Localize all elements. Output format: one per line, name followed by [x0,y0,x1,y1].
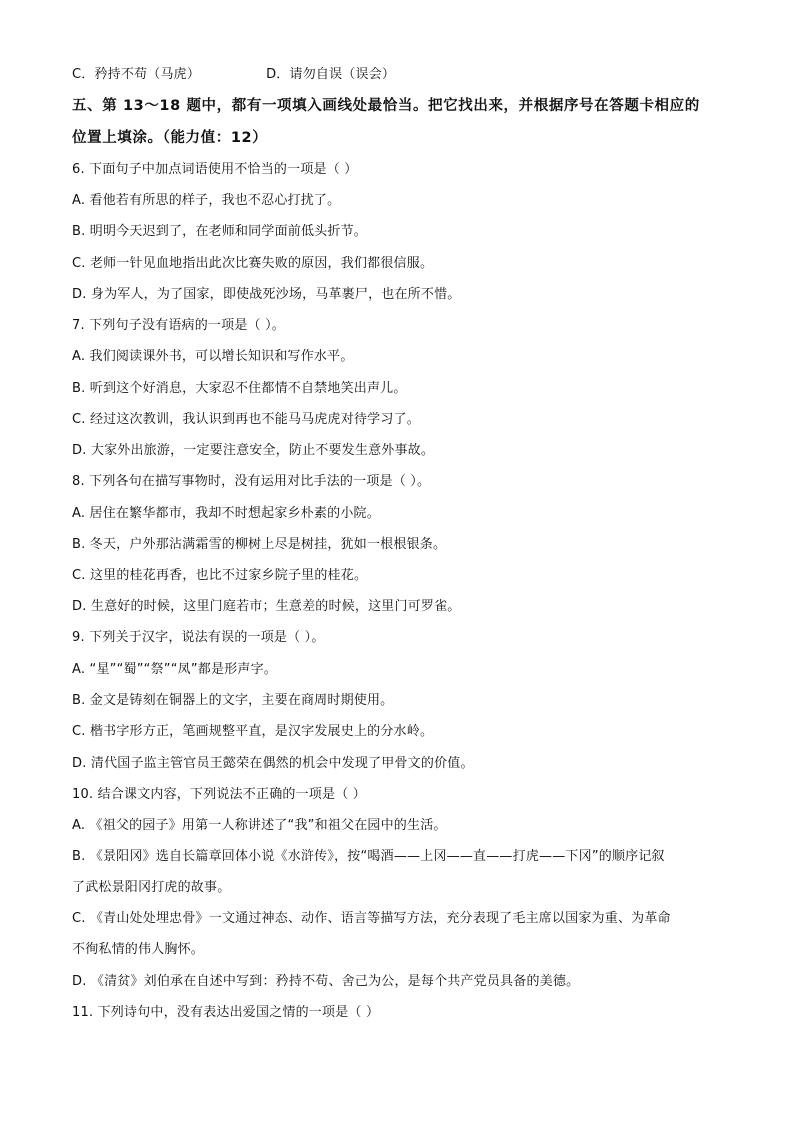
question-9-option-c: C. 楷书字形方正，笔画规整平直，是汉字发展史上的分水岭。 [72,724,434,739]
question-7-option-d: D. 大家外出旅游，一定要注意安全，防止不要发生意外事故。 [72,443,435,458]
question-8-option-d: D. 生意好的时候，这里门庭若市；生意差的时候，这里门可罗雀。 [72,599,461,614]
question-6-option-a: A. 看他若有所思的样子，我也不忍心打扰了。 [72,193,341,208]
question-8-option-c: C. 这里的桂花再香，也比不过家乡院子里的桂花。 [72,568,368,583]
question-10-option-b-line-2: 了武松景阳冈打虎的故事。 [72,880,231,895]
question-7-option-b: B. 听到这个好消息，大家忍不住都情不自禁地笑出声儿。 [72,381,407,396]
section-heading-line-2: 位置上填涂。（能力值：12） [72,130,268,146]
question-9-option-b: B. 金文是铸刻在铜器上的文字，主要在商周时期使用。 [72,693,394,708]
question-6-stem: 6. 下面句子中加点词语使用不恰当的一项是（ ） [72,162,358,177]
option-c: C．矜持不苟（马虎） [72,67,201,82]
question-10-option-c-line-1: C. 《青山处处埋忠骨》一文通过神态、动作、语言等描写方法，充分表现了毛主席以国家为重、为革命 [72,911,671,926]
question-10-option-b-line-1: B. 《景阳冈》选自长篇章回体小说《水浒传》，按“喝酒——上冈——直——打虎——下冈”的顺序记叙 [72,849,665,864]
question-10-stem: 10. 结合课文内容，下列说法不正确的一项是（ ） [72,787,366,802]
question-9-stem: 9. 下列关于汉字，说法有误的一项是（ ）。 [72,630,325,645]
option-d: D．请勿自误（误会） [266,67,396,82]
question-6-option-d: D. 身为军人，为了国家，即使战死沙场，马革裹尸，也在所不惜。 [72,287,461,302]
question-7-option-c: C. 经过这次教训，我认识到再也不能马马虎虎对待学习了。 [72,412,420,427]
question-6-option-c: C. 老师一针见血地指出此次比赛失败的原因，我们都很信服。 [72,256,434,271]
question-7-option-a: A. 我们阅读课外书，可以增长知识和写作水平。 [72,349,354,364]
question-8-option-a: A. 居住在繁华都市，我却不时想起家乡朴素的小院。 [72,506,380,521]
section-heading-line-1: 五、第 13～18 题中，都有一项填入画线处最恰当。把它找出来，并根据序号在答题卡相应的 [72,98,700,114]
question-9-option-d: D. 清代国子监主管官员王懿荣在偶然的机会中发现了甲骨文的价值。 [72,756,474,771]
question-10-option-c-line-2: 不徇私情的伟人胸怀。 [72,942,205,957]
question-11-stem: 11. 下列诗句中，没有表达出爱国之情的一项是（ ） [72,1005,380,1020]
question-10-option-a: A. 《祖父的园子》用第一人称讲述了“我”和祖父在园中的生活。 [72,818,447,833]
question-6-option-b: B. 明明今天迟到了，在老师和同学面前低头折节。 [72,224,367,239]
question-9-option-a: A. “星”“蜀”“祭”“凤”都是形声字。 [72,662,278,677]
option-row-cd [72,66,395,84]
question-8-stem: 8. 下列各句在描写事物时，没有运用对比手法的一项是（ ）。 [72,474,431,489]
question-10-option-d: D. 《清贫》刘伯承在自述中写到：矜持不苟、舍己为公，是每个共产党员具备的美德。 [72,974,580,989]
question-7-stem: 7. 下列句子没有语病的一项是（ ）。 [72,318,285,333]
question-8-option-b: B. 冬天，户外那沾满霜雪的柳树上尽是树挂，犹如一根根银条。 [72,537,447,552]
